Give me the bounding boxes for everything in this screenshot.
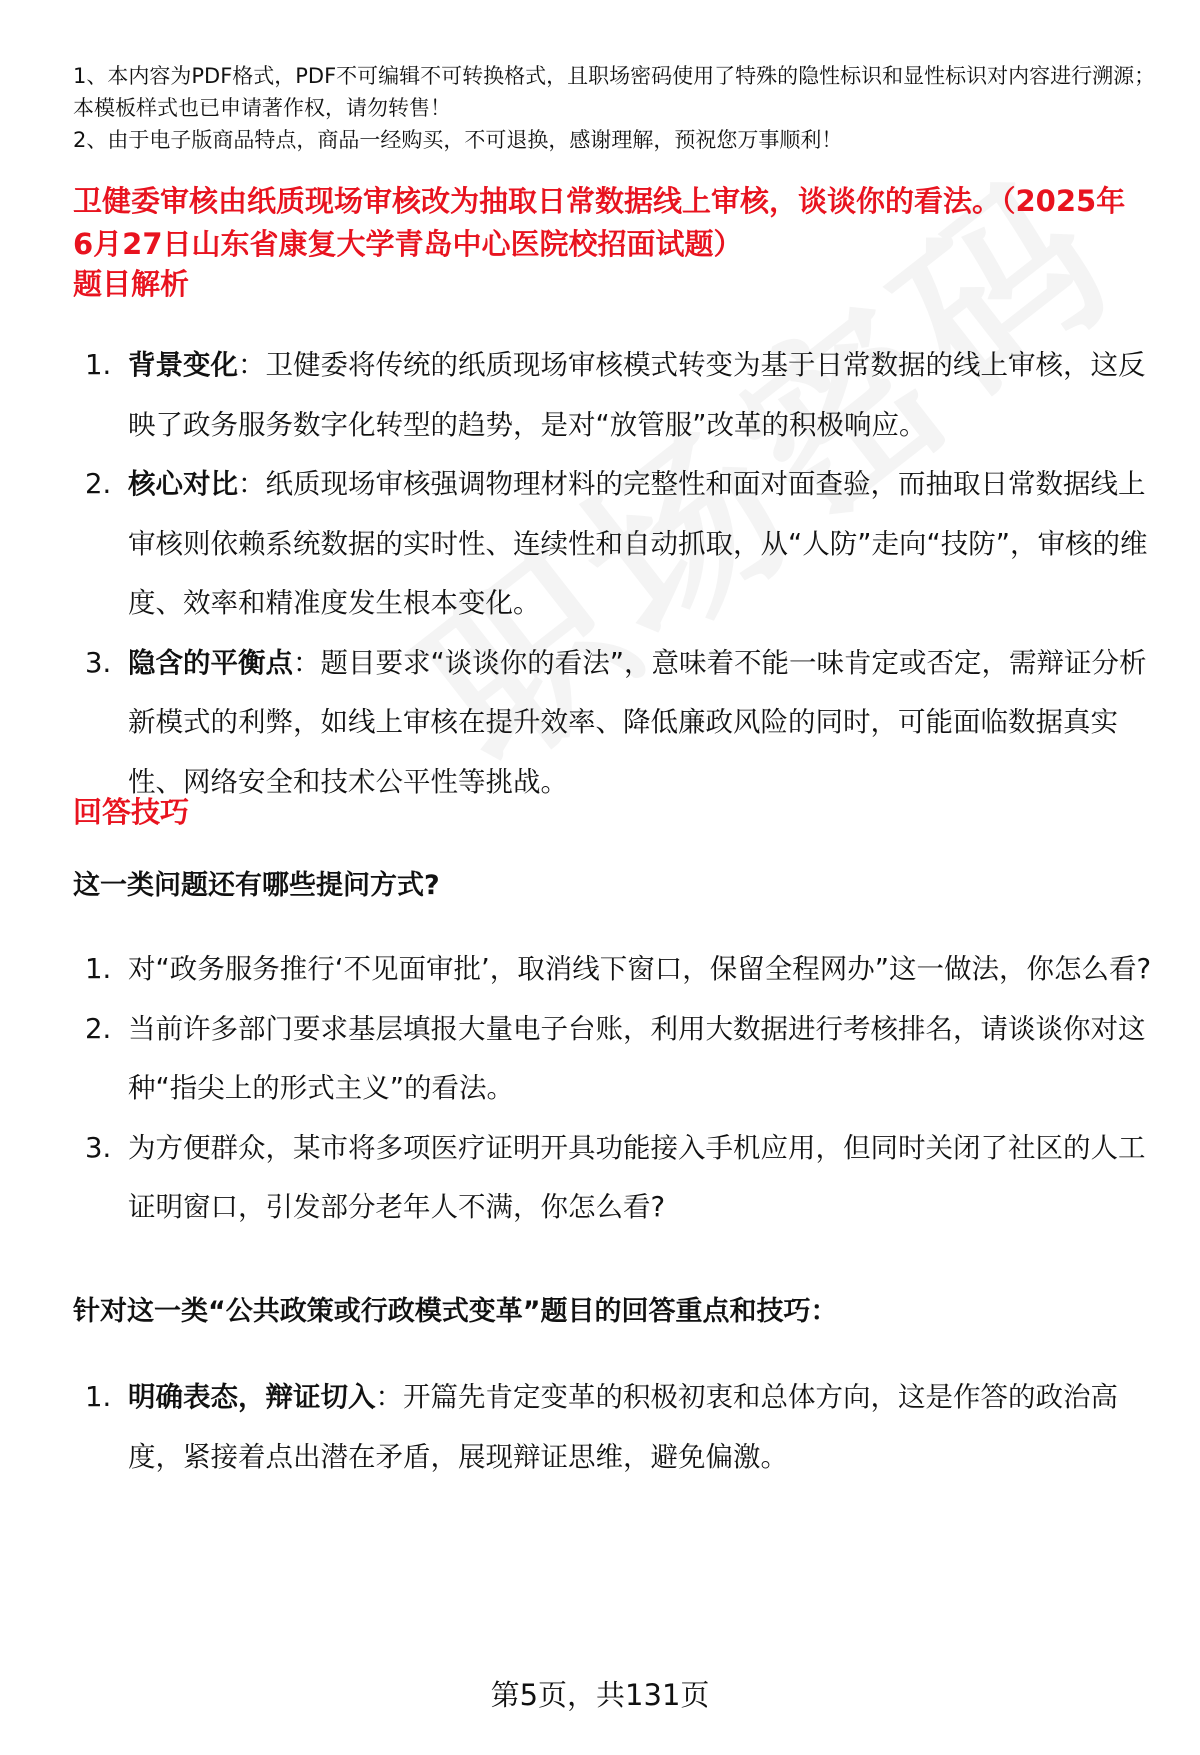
skills-heading: 回答技巧: [73, 795, 190, 829]
item-text: ：开篇先肯定变革的积极初衷和总体方向，这是作答的政治高度，紧接着点出潜在矛盾，展现辩证思维，避免偏激。: [128, 1381, 1118, 1473]
other-question-item: [73, 940, 1153, 1000]
focus-heading: 针对这一类“公共政策或行政模式变革”题目的回答重点和技巧：: [73, 1296, 838, 1327]
analysis-list: [73, 336, 1153, 812]
other-questions-heading: 这一类问题还有哪些提问方式?: [73, 870, 440, 901]
copyright-notice: [73, 60, 1163, 156]
item-term: 明确表态，辩证切入: [128, 1381, 376, 1413]
page-number: 第5页，共131页: [490, 1678, 710, 1712]
item-term: 核心对比: [128, 468, 238, 500]
analysis-heading: 题目解析: [73, 267, 190, 301]
item-number: 3.: [85, 646, 112, 679]
analysis-item: [73, 336, 1153, 455]
notice-line-1: 1、本内容为PDF格式，PDF不可编辑不可转换格式，且职场密码使用了特殊的隐性标识和显性标识对内容进行溯源；本模板样式也已申请著作权，请勿转售！: [73, 64, 1156, 120]
focus-item: [73, 1368, 1153, 1487]
analysis-item: [73, 634, 1153, 813]
item-term: 背景变化: [128, 349, 238, 381]
item-text: ：题目要求“谈谈你的看法”，意味着不能一味肯定或否定，需辩证分析新模式的利弊，如线上审核在提升效率、降低廉政风险的同时，可能面临数据真实性、网络安全和技术公平性等挑战。: [128, 646, 1147, 798]
item-text: 为方便群众，某市将多项医疗证明开具功能接入手机应用，但同时关闭了社区的人工证明窗口，引发部分老年人不满，你怎么看?: [128, 1131, 1146, 1223]
question-title: 卫健委审核由纸质现场审核改为抽取日常数据线上审核，谈谈你的看法。（2025年6月27日山东省康复大学青岛中心医院校招面试题）: [73, 184, 1126, 261]
item-number: 1.: [85, 349, 112, 381]
item-number: 2.: [85, 468, 112, 500]
item-text: ：纸质现场审核强调物理材料的完整性和面对面查验，而抽取日常数据线上审核则依赖系统数据的实时性、连续性和自动抓取，从“人防”走向“技防”，审核的维度、效率和精准度发生根本变化。: [128, 468, 1148, 619]
item-number: 3.: [85, 1131, 112, 1164]
item-text: ：卫健委将传统的纸质现场审核模式转变为基于日常数据的线上审核，这反映了政务服务数字化转型的趋势，是对“放管服”改革的积极响应。: [128, 349, 1146, 441]
item-text: 对“政务服务推行‘不见面审批’，取消线下窗口，保留全程网办”这一做法，你怎么看?: [128, 953, 1152, 985]
other-question-item: [73, 1000, 1153, 1119]
other-question-item: [73, 1119, 1153, 1238]
focus-list: [73, 1368, 1153, 1487]
other-questions-list: [73, 940, 1153, 1238]
item-number: 1.: [85, 1381, 112, 1413]
item-number: 2.: [85, 1012, 112, 1045]
notice-line-2: 2、由于电子版商品特点，商品一经购买，不可退换，感谢理解，预祝您万事顺利！: [73, 128, 843, 152]
item-number: 1.: [85, 953, 112, 985]
analysis-item: [73, 455, 1153, 634]
item-text: 当前许多部门要求基层填报大量电子台账，利用大数据进行考核排名，请谈谈你对这种“指尖上的形式主义”的看法。: [128, 1012, 1146, 1104]
item-term: 隐含的平衡点: [128, 646, 293, 679]
